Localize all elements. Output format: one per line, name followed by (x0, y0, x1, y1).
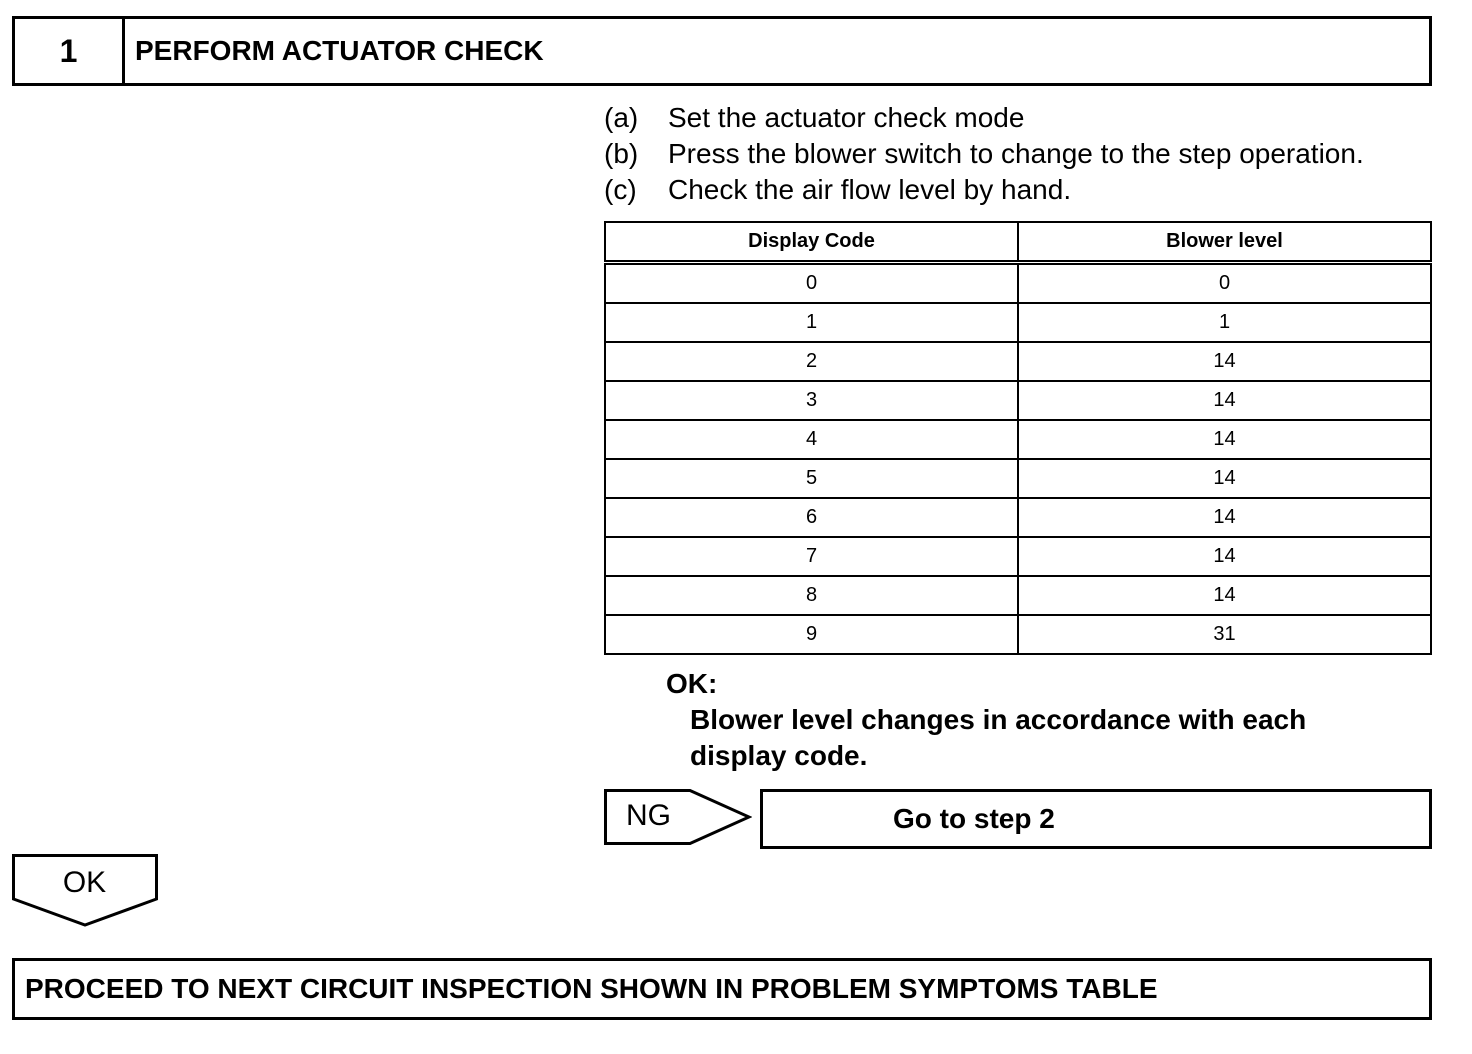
table-row (605, 498, 1431, 537)
display-code-cell: 8 (605, 576, 1018, 615)
blower-level-cell: 14 (1018, 576, 1431, 615)
blower-level-cell: 31 (1018, 615, 1431, 654)
table-row (605, 576, 1431, 615)
instruction-a (604, 100, 1364, 136)
table-row (605, 459, 1431, 498)
blower-level-cell: 14 (1018, 537, 1431, 576)
table-row (605, 420, 1431, 459)
blower-level-cell: 1 (1018, 303, 1431, 342)
column-header-blower-level: Blower level (1018, 222, 1431, 263)
table-row (605, 381, 1431, 420)
proceed-box: PROCEED TO NEXT CIRCUIT INSPECTION SHOWN IN PROBLEM SYMPTOMS TABLE (12, 958, 1432, 1020)
blower-level-cell: 14 (1018, 342, 1431, 381)
blower-level-cell: 14 (1018, 381, 1431, 420)
ok-result-description: Blower level changes in accordance with each display code. (690, 704, 1307, 771)
display-code-cell: 9 (605, 615, 1018, 654)
ok-result-label: OK: (666, 668, 718, 699)
blower-level-table (604, 221, 1432, 655)
instruction-text: Check the air flow level by hand. (668, 174, 1072, 205)
step-header (12, 16, 1432, 86)
column-header-display-code: Display Code (605, 222, 1018, 263)
ng-label: NG (626, 799, 671, 832)
table-row (605, 537, 1431, 576)
instruction-c (604, 172, 1364, 208)
instruction-b (604, 136, 1364, 172)
table-row (605, 263, 1431, 304)
table-row (605, 342, 1431, 381)
table-header-row (605, 222, 1431, 263)
step-number: 1 (15, 19, 125, 83)
blower-level-cell: 14 (1018, 498, 1431, 537)
display-code-cell: 1 (605, 303, 1018, 342)
instruction-text: Press the blower switch to change to the step operation. (668, 138, 1364, 169)
ok-label: OK (62, 866, 107, 899)
blower-level-cell: 14 (1018, 420, 1431, 459)
table-row (605, 303, 1431, 342)
instruction-list (604, 100, 1364, 208)
instruction-mark: (b) (604, 138, 639, 169)
step-title: PERFORM ACTUATOR CHECK (135, 35, 544, 66)
ok-result (666, 666, 1410, 774)
display-code-cell: 0 (605, 263, 1018, 304)
instruction-mark: (a) (604, 102, 639, 133)
display-code-cell: 6 (605, 498, 1018, 537)
go-to-step-box: Go to step 2 (760, 789, 1432, 849)
display-code-cell: 7 (605, 537, 1018, 576)
table-row (605, 615, 1431, 654)
display-code-cell: 2 (605, 342, 1018, 381)
display-code-cell: 4 (605, 420, 1018, 459)
display-code-cell: 3 (605, 381, 1018, 420)
instruction-mark: (c) (604, 174, 637, 205)
blower-level-cell: 0 (1018, 263, 1431, 304)
display-code-cell: 5 (605, 459, 1018, 498)
instruction-text: Set the actuator check mode (668, 102, 1025, 133)
blower-level-cell: 14 (1018, 459, 1431, 498)
